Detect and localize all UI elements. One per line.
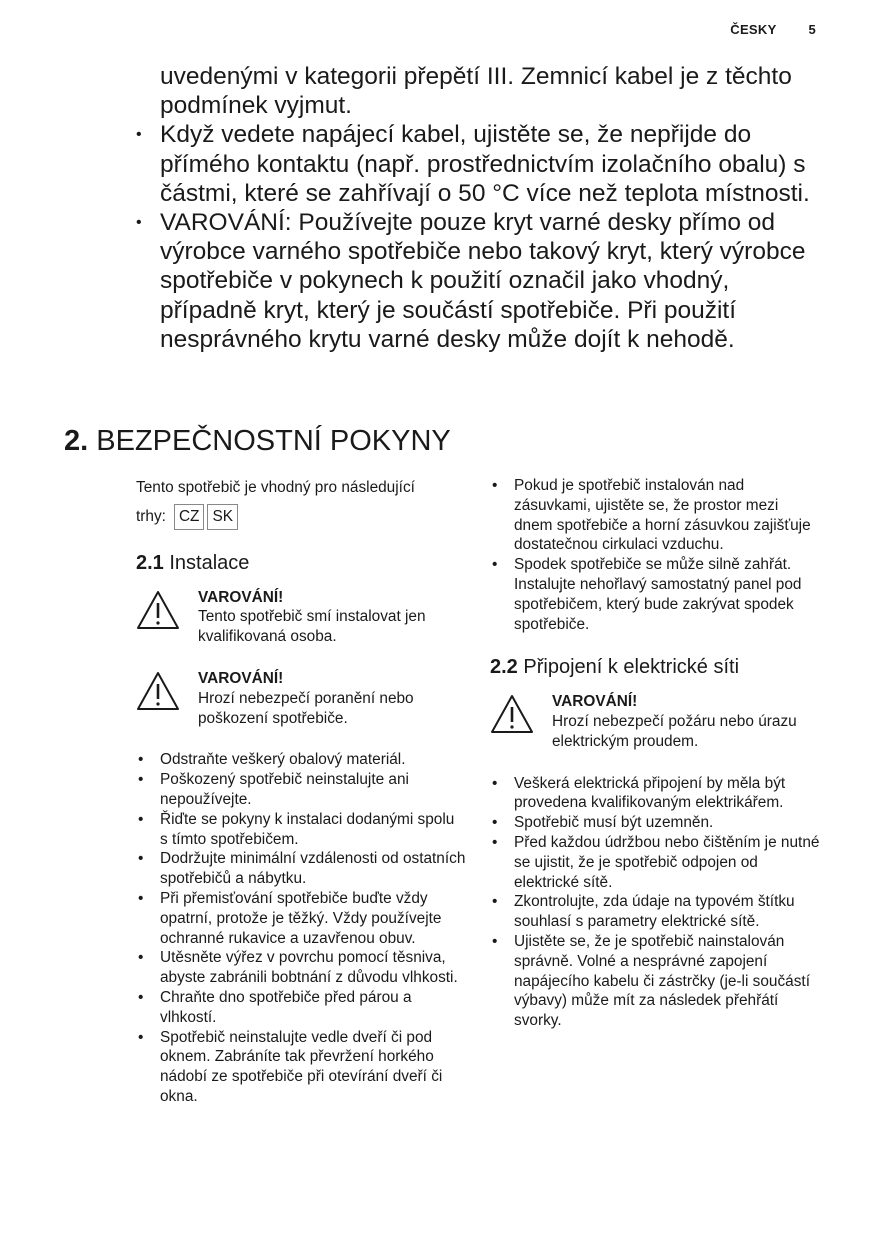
- page-header: [730, 22, 816, 37]
- installation-bullet-list: [136, 750, 466, 1106]
- subsection-number: 2.1: [136, 551, 164, 574]
- list-item: • Odstraňte veškerý obalový materiál.: [136, 750, 466, 770]
- subsection-title-text: Instalace: [169, 551, 250, 574]
- top-bullet-list: [136, 120, 826, 354]
- page-number: 5: [808, 22, 816, 37]
- left-column: [136, 478, 466, 1107]
- warning-text: Tento spotřebič smí instalovat jen kvalifikovaná osoba.: [198, 608, 426, 646]
- warning-triangle-icon: [136, 671, 180, 711]
- list-item: • Dodržujte minimální vzdálenosti od ostatních spotřebičů a nábytku.: [136, 849, 466, 889]
- warning-triangle-icon: [490, 694, 534, 734]
- section-number: 2.: [64, 425, 89, 457]
- section-title-text: BEZPEČNOSTNÍ POKYNY: [96, 425, 451, 457]
- installation-bullet-list-continued: [490, 476, 820, 634]
- top-continued-text: [136, 62, 826, 354]
- list-item: • Poškozený spotřebič neinstalujte ani nepoužívejte.: [136, 770, 466, 810]
- warning-block: [136, 588, 466, 647]
- list-item: • Utěsněte výřez v povrchu pomocí těsniva, abyste zabránili bobtnání z důvodu vlhkosti.: [136, 948, 466, 988]
- markets-label: trhy:: [136, 507, 166, 525]
- list-item: • Ujistěte se, že je spotřebič nainstalován správně. Volné a nesprávné zapojení napájecího kabelu či zástrčky (je-li součástí výbavy) může mít za následek přehřátí svorky.: [490, 932, 820, 1031]
- warning-text: Hrozí nebezpečí požáru nebo úrazu elektrickým proudem.: [552, 712, 797, 750]
- subsection-title-text: Připojení k elektrické síti: [523, 656, 740, 679]
- list-item: • Když vedete napájecí kabel, ujistěte se, že nepřijde do přímého kontaktu (např. prostřednictvím izolačního obalu) s částmi, které se zahřívají o 50 °C více než teplota místnosti.: [136, 120, 826, 208]
- language-label: ČESKY: [730, 22, 777, 37]
- warning-block: [136, 669, 466, 728]
- warning-text: Hrozí nebezpečí poranění nebo poškození spotřebiče.: [198, 689, 414, 727]
- list-item: • Spodek spotřebiče se může silně zahřát. Instalujte nehořlavý samostatný panel pod spotřebičem, který bude zakrývat spodek spotřebiče.: [490, 555, 820, 634]
- subsection-title: [490, 658, 820, 678]
- electrical-bullet-list: [490, 774, 820, 1031]
- subsection-title: [136, 551, 466, 574]
- list-item: • Chraňte dno spotřebiče před párou a vlhkostí.: [136, 988, 466, 1028]
- list-item: • Spotřebič musí být uzemněn.: [490, 813, 820, 833]
- warning-title: VAROVÁNÍ!: [198, 669, 284, 687]
- subsection-number: 2.2: [490, 656, 518, 679]
- list-item: • Řiďte se pokyny k instalaci dodanými spolu s tímto spotřebičem.: [136, 810, 466, 850]
- list-item: • Před každou údržbou nebo čištěním je nutné se ujistit, že je spotřebič odpojen od elektrické sítě.: [490, 833, 820, 892]
- markets-row: [136, 504, 466, 530]
- list-item: • Zkontrolujte, zda údaje na typovém štítku souhlasí s parametry elektrické sítě.: [490, 892, 820, 932]
- intro-text: Tento spotřebič je vhodný pro následující: [136, 479, 415, 496]
- list-item: • Při přemisťování spotřebiče buďte vždy opatrní, protože je těžký. Vždy používejte ochranné rukavice a uzavřenou obuv.: [136, 889, 466, 948]
- section-title: [64, 425, 451, 458]
- continuation-paragraph: uvedenými v kategorii přepětí III. Zemnicí kabel je z těchto podmínek vyjmut.: [160, 63, 792, 120]
- warning-title: VAROVÁNÍ!: [198, 588, 284, 606]
- market-code: SK: [207, 504, 238, 530]
- market-code: CZ: [174, 504, 205, 530]
- right-column: [490, 476, 820, 1031]
- list-item: • Pokud je spotřebič instalován nad zásuvkami, ujistěte se, že prostor mezi dnem spotřebiče a horní zásuvkou zajišťuje dostatečnou cirkulaci vzduchu.: [490, 476, 820, 555]
- warning-triangle-icon: [136, 590, 180, 630]
- warning-title: VAROVÁNÍ!: [552, 693, 638, 711]
- list-item: • Spotřebič neinstalujte vedle dveří či pod oknem. Zabráníte tak převržení horkého nádobí ze spotřebiče při otevírání dveří či okna.: [136, 1028, 466, 1107]
- list-item: • Veškerá elektrická připojení by měla být provedena kvalifikovaným elektrikářem.: [490, 774, 820, 814]
- warning-block: [490, 692, 820, 751]
- list-item: • VAROVÁNÍ: Používejte pouze kryt varné desky přímo od výrobce varného spotřebiče nebo takový kryt, který výrobce spotřebiče v pokynech k použití označil jako vhodný, případně kryt, který je součástí spotřebiče. Při použití nesprávného krytu varné desky může dojít k nehodě.: [136, 208, 826, 354]
